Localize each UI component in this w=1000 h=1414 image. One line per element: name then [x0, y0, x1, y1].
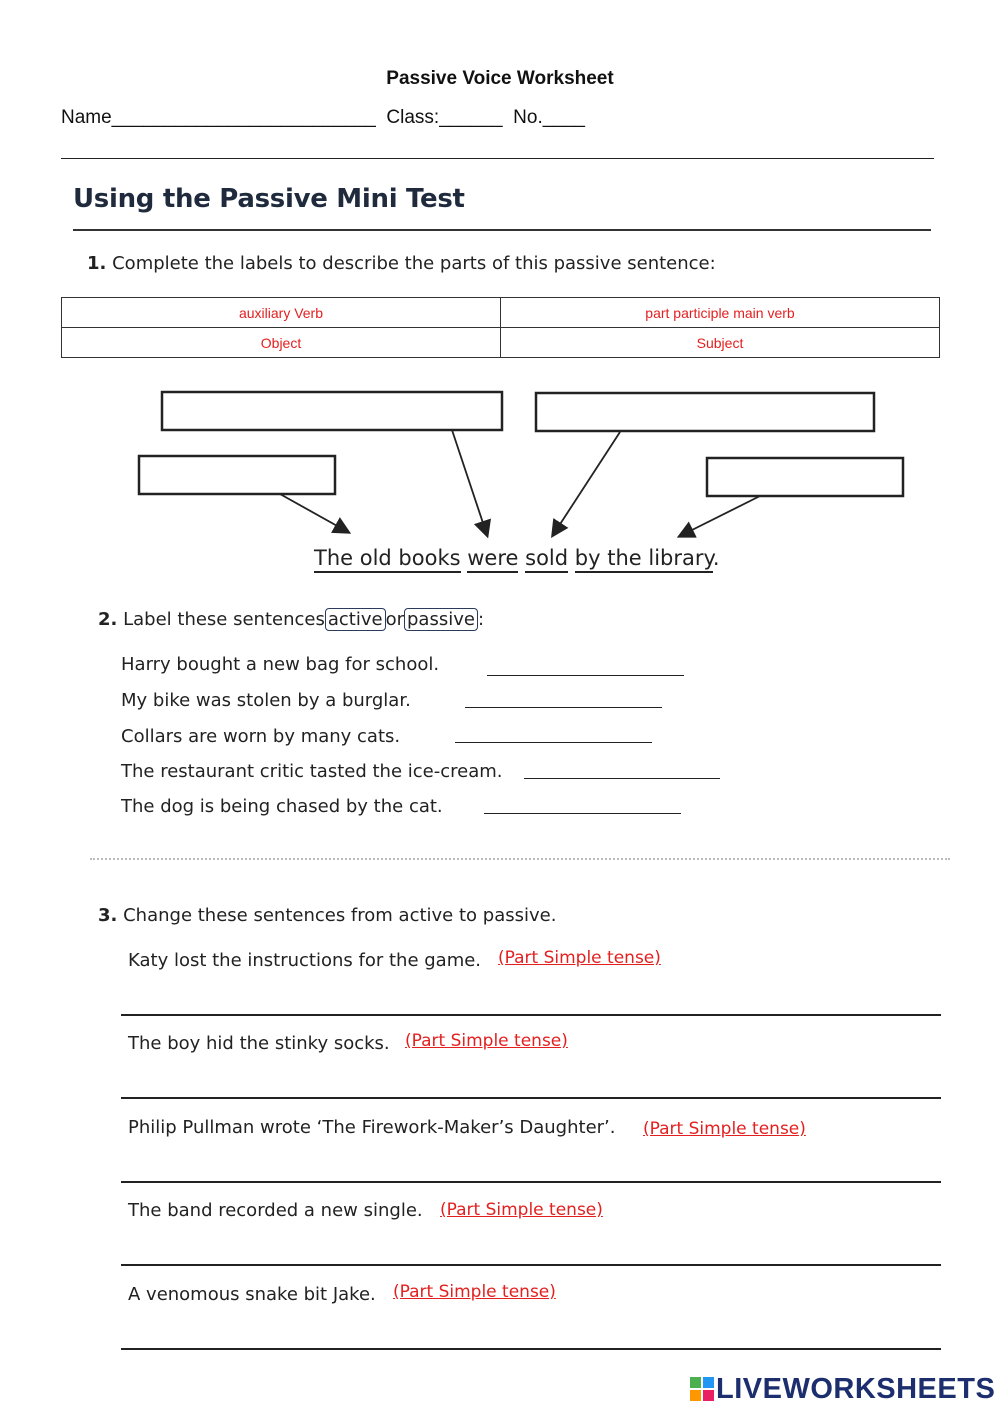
answer-blank[interactable] — [487, 675, 684, 676]
heading-rule — [73, 229, 931, 231]
tense-note: (Part Simple tense) — [643, 1119, 806, 1139]
q2-sentence: The dog is being chased by the cat. — [121, 796, 443, 817]
answer-line[interactable] — [121, 1014, 941, 1016]
colon: : — [477, 609, 485, 630]
q3-sentence: The boy hid the stinky socks. — [128, 1033, 390, 1054]
q2-sentence: The restaurant critic tasted the ice-cream. — [121, 761, 503, 782]
q3-sentence: Katy lost the instructions for the game. — [128, 950, 482, 971]
brand-watermark — [690, 1373, 995, 1406]
worksheet-title: Passive Voice Worksheet — [386, 68, 614, 89]
arrow-main-verb — [553, 432, 620, 535]
sentence-period: . — [712, 546, 720, 570]
q3-sentence: The band recorded a new single. — [128, 1200, 423, 1221]
example-sentence — [314, 546, 720, 570]
table-cell[interactable]: Object — [62, 328, 501, 358]
separator-line — [61, 158, 934, 159]
q2-sentence: My bike was stolen by a burglar. — [121, 690, 411, 711]
question-text: Label these sentences — [123, 609, 325, 630]
answer-blank[interactable] — [455, 742, 652, 743]
table-cell[interactable]: part participle main verb — [501, 298, 940, 328]
arrow-auxiliary — [452, 430, 487, 535]
sentence-main-verb: sold — [525, 546, 568, 573]
option-passive: passive — [404, 608, 478, 631]
arrow-subject — [680, 496, 760, 536]
question-2-instruction — [98, 609, 484, 630]
question-number: 3. — [98, 905, 118, 926]
test-heading: Using the Passive Mini Test — [73, 184, 465, 214]
table-row — [62, 328, 940, 358]
tense-note: (Part Simple tense) — [440, 1200, 603, 1220]
tense-note: (Part Simple tense) — [405, 1031, 568, 1051]
label-options-table — [61, 297, 940, 358]
label-box-object[interactable] — [139, 456, 335, 494]
option-active: active — [325, 608, 386, 631]
label-box-auxiliary[interactable] — [162, 392, 502, 430]
table-cell[interactable]: Subject — [501, 328, 940, 358]
q2-sentence: Harry bought a new bag for school. — [121, 654, 440, 675]
tense-note: (Part Simple tense) — [498, 948, 661, 968]
answer-line[interactable] — [121, 1348, 941, 1350]
answer-line[interactable] — [121, 1181, 941, 1183]
question-number: 1. — [87, 253, 107, 274]
answer-blank[interactable] — [484, 813, 681, 814]
answer-line[interactable] — [121, 1264, 941, 1266]
label-box-subject[interactable] — [707, 458, 903, 496]
answer-line[interactable] — [121, 1097, 941, 1099]
arrow-object — [280, 494, 348, 532]
liveworksheets-logo-icon — [690, 1377, 714, 1401]
label-box-main-verb[interactable] — [536, 393, 874, 431]
q2-sentence: Collars are worn by many cats. — [121, 726, 401, 747]
sentence-object: The old books — [314, 546, 461, 573]
answer-blank[interactable] — [465, 707, 662, 708]
question-text: Change these sentences from active to passive. — [123, 905, 557, 926]
question-3-instruction — [98, 905, 556, 926]
question-text: Complete the labels to describe the parts of this passive sentence: — [112, 253, 716, 274]
q3-sentence: A venomous snake bit Jake. — [128, 1284, 376, 1305]
brand-name: LIVEWORKSHEETS — [716, 1373, 996, 1405]
question-number: 2. — [98, 609, 118, 630]
question-1-instruction — [87, 253, 716, 274]
or-word: or — [385, 609, 404, 630]
answer-blank[interactable] — [524, 778, 720, 779]
sentence-auxiliary: were — [467, 546, 518, 573]
student-info-line[interactable]: Name_________________________ Class:______ No.____ — [61, 107, 585, 128]
q3-sentence: Philip Pullman wrote ‘The Firework-Maker’s Daughter’. — [128, 1117, 616, 1138]
table-cell[interactable]: auxiliary Verb — [62, 298, 501, 328]
label-diagram — [120, 380, 920, 540]
table-row — [62, 298, 940, 328]
dotted-divider — [90, 858, 950, 860]
sentence-subject: by the library — [575, 546, 713, 573]
tense-note: (Part Simple tense) — [393, 1282, 556, 1302]
